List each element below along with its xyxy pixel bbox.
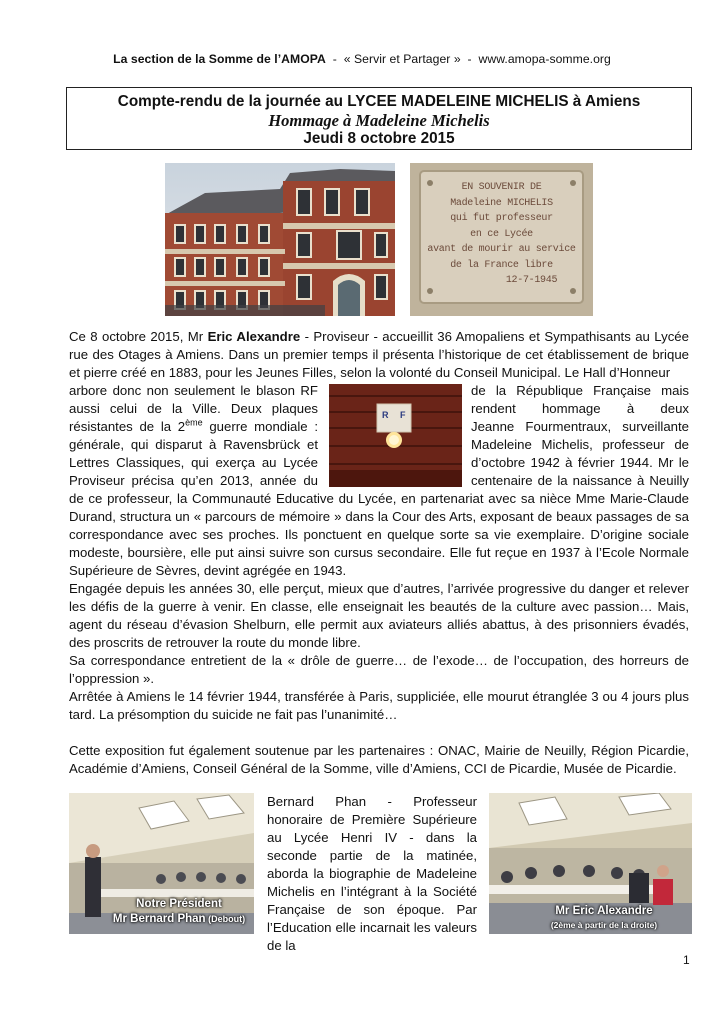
header-separator: - [460, 52, 479, 66]
article-intro [69, 328, 689, 382]
text-fragment: guerre mondiale : [202, 419, 318, 434]
text-line: arbore donc non seulement le blason RF [69, 383, 318, 398]
text-line [69, 418, 318, 436]
text-fragment: résistantes de la 2 [69, 419, 186, 434]
paragraph: Arrêtée à Amiens le 14 février 1944, transférée à Paris, suppliciée, elle mourut étranglée 3 ou 4 jours plus tard. La présomption du suicide ne fait pas l’unanimité… [69, 689, 689, 722]
bernard-phan-photo [69, 793, 254, 934]
intro-text: - Proviseur - accueillit 36 Amopaliens et Sympathisants au Lycée rue des Otages à Amiens. Dans un premier temps il présenta l’historique de cet établissement de brique et pierre créé en 1883, pour les Jeunes Filles, selon la volonté du Conseil Municipal. Le Hall d’Honneur [69, 329, 689, 380]
report-title: Compte-rendu de la journée au LYCEE MADELEINE MICHELIS à Amiens [117, 93, 641, 110]
plaque-line: Madeleine MICHELIS [450, 197, 553, 209]
plaque-line: 12-7-1945 [505, 275, 558, 286]
plaque-line: EN SOUVENIR DE [461, 182, 542, 193]
intro-text: Ce 8 octobre 2015, Mr [69, 329, 208, 344]
text-line: centenaire de la naissance à Neuilly [471, 473, 689, 488]
superscript: ème [185, 417, 203, 428]
paragraph: Cette exposition fut également soutenue par les partenaires : ONAC, Mairie de Neuilly, Région Picardie, Académie d’Amiens, Conseil Général de la Somme, ville d’Amiens, CCI de Picardie, Musée de Picardie. [69, 743, 689, 776]
paragraph: Sa correspondance entretient de la « drôle de guerre… de l’exode… de l’occupation, des horreurs de l’oppression ». [69, 653, 689, 686]
caption-line: Notre Président [136, 898, 222, 910]
plaque-line: qui fut professeur [450, 213, 553, 224]
eric-alexandre-photo [489, 793, 692, 934]
caption-line: (2ème à partir de la droite) [550, 920, 658, 930]
text-line: de la République Française mais [471, 383, 689, 398]
header-section: La section de la Somme de l’AMOPA [113, 52, 326, 66]
article-body [69, 490, 689, 778]
header-motto: « Servir et Partager » [343, 52, 461, 66]
proviseur-name: Eric Alexandre [207, 329, 301, 344]
text-line: aussi celui de la Ville. Deux plaques [69, 401, 318, 416]
header-website: www.amopa-somme.org [478, 52, 611, 66]
plaque-line: en ce Lycée [470, 228, 533, 240]
rf-letter: F [400, 410, 406, 420]
lycee-building-photo [165, 163, 395, 316]
report-date: Jeudi 8 octobre 2015 [303, 130, 455, 147]
caption-note: (Debout) [205, 914, 246, 924]
plaque-line: de la France libre [450, 259, 553, 271]
plaque-line: avant de mourir au service [427, 244, 576, 255]
paragraph: de ce professeur, la Communauté Educative du Lycée, en partenariat avec sa nièce Mme Marie-Claude Durand, structura un « parcours de mémoire » dans la Cour des Arts, exposant de beaux passages de sa correspondance avec ses proches. Ils ponctuent en quelque sorte sa vie exemplaire. D’origine sociale modeste, boursière, elle put ainsi suivre son cursus secondaire. Elle fut reçue en 1937 à l’Ecole Normale Supérieure de Sèvres, devint agrégée en 1943. [69, 491, 689, 578]
hall-rf-ceiling-photo [329, 384, 462, 487]
report-subtitle: Hommage à Madeleine Michelis [268, 111, 490, 130]
memorial-plaque-photo [410, 163, 593, 316]
caption-line: Mr Eric Alexandre [555, 905, 653, 917]
text-line: générale, qui disparut à Ravensbrück et [69, 437, 318, 452]
page-number: 1 [683, 953, 690, 967]
header-separator: - [325, 52, 344, 66]
photo-caption [109, 897, 249, 927]
text-line: Proviseur précisa qu’en 2013, année du [69, 473, 318, 488]
paragraph: Engagée depuis les années 30, elle perçut, mieux que d’autres, l’arrivée progressive du danger et relever les défis de la guerre à venir. En classe, elle enseignait les beautés de la culture avec passion… Mais, agent du réseau d’évasion Shelburn, elle permit aux aviateurs alliés abattus, à des prisonniers évadés, des proscrits de retrouver la route du monde libre. [69, 581, 689, 650]
article-left-column [69, 382, 318, 490]
article-right-column [471, 382, 689, 490]
title-box [66, 87, 692, 150]
plaque-inscription [420, 180, 583, 289]
bernard-phan-paragraph [267, 793, 477, 955]
paragraph: Bernard Phan - Professeur honoraire de Première Supérieure au Lycée Henri IV - dans la seconde partie de la matinée, aborda la biographie de Madeleine Michelis en l’intégrant à la Société Française de son époque. Par l’Education elle incarnait les valeurs de la [267, 794, 477, 953]
page-header [0, 52, 724, 66]
text-line: Jeanne Fourmentraux, surveillante [471, 419, 689, 434]
text-line: rendent hommage à deux [471, 401, 689, 416]
text-line: d’octobre 1942 à février 1944. Mr le [471, 455, 689, 470]
text-line: Lettres Classiques, qui exerça au Lycée [69, 455, 318, 470]
caption-line [109, 912, 249, 927]
rf-letter: R [382, 410, 389, 420]
caption-name: Mr Bernard Phan [112, 913, 206, 925]
photo-caption [524, 904, 684, 931]
text-line: Madeleine Michelis, professeur de [471, 437, 689, 452]
